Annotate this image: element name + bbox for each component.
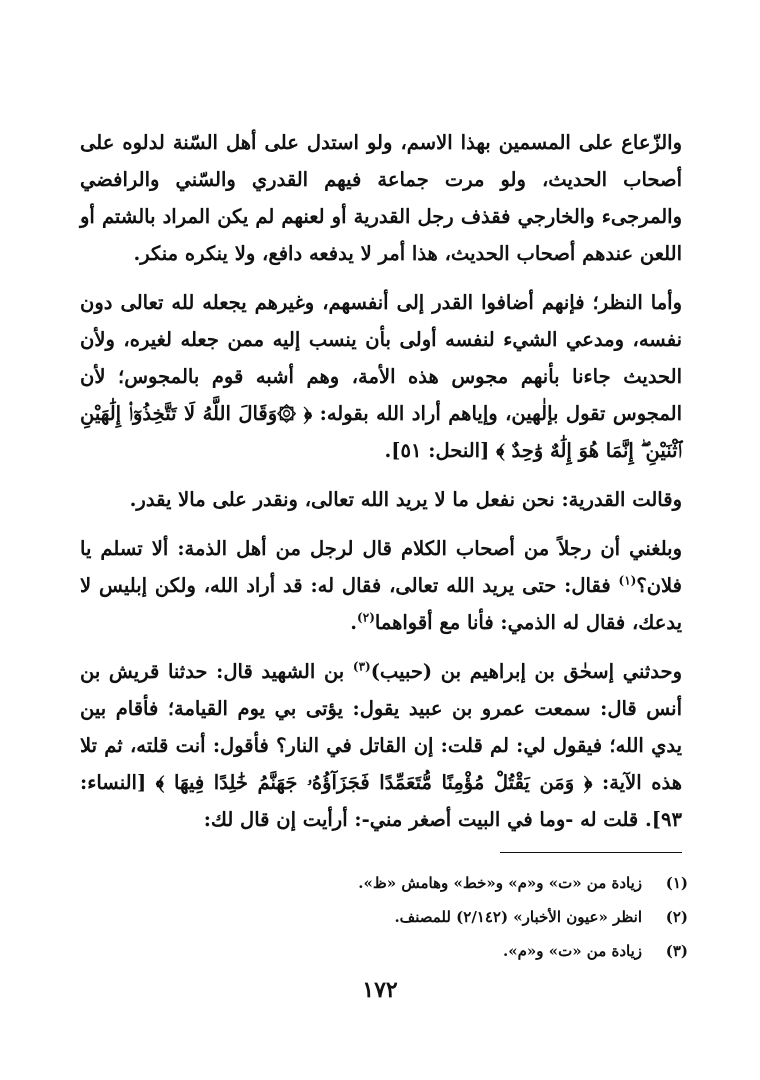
- quran-reference-1: [النحل: ٥١].: [384, 439, 490, 462]
- footnote-marker-3[interactable]: (٣): [352, 659, 371, 674]
- footnote-text: انظر «عيون الأخبار» (٢/١٤٢) للمصنف.: [394, 908, 642, 926]
- paragraph-5-part-3: [النساء: ٩٣]. قلت له -وما في البيت أصغر مني-: أرأيت إن قال لك:: [80, 771, 682, 831]
- paragraph-4-part-3: .: [350, 611, 358, 634]
- footnotes: [200, 866, 688, 968]
- footnote-number: (٢): [665, 908, 688, 926]
- paragraph-5-part-2: بن الشهيد قال: حدثنا قريش بن أنس قال: سمعت عمرو بن عبيد يقول: يؤتى بي يوم القيامة؛ فأقام بين يدي الله؛ فيقول لي: لم قلت: إن القاتل في النار؟ فأقول: أنت قلته، ثم تلا هذه الآية:: [80, 660, 682, 794]
- main-text: [80, 124, 682, 850]
- paragraph-4-part-2: فقال: حتى يريد الله تعالى، فقال له: قد أراد الله، ولكن إبليس لا يدعك، فقال له الذمي: فأنا مع أقواهما: [80, 574, 682, 634]
- footnote-number: (٣): [665, 942, 688, 960]
- footnote-number: (١): [665, 874, 688, 892]
- paragraph-4: [80, 530, 682, 641]
- paragraph-5: [80, 653, 682, 838]
- footnote-marker-2[interactable]: (٢): [357, 610, 375, 625]
- footnote-divider: [500, 852, 682, 853]
- footnote-marker-1[interactable]: (١): [618, 573, 637, 588]
- paragraph-2: [80, 284, 682, 469]
- footnote-2: [200, 900, 688, 934]
- quran-verse-1: ﴿ ۞وَقَالَ اللَّهُ لَا تَتَّخِذُوٓا۟ إِلَٰهَيْنِ ٱثْنَيْنِ ۖ إِنَّمَا هُوَ إِلَٰهٌ وَٰحِدٌ ﴾: [80, 402, 682, 462]
- paragraph-1: والزّعاع على المسمين بهذا الاسم، ولو استدل على أهل السّنة لدلوه على أصحاب الحديث، ولو مرت جماعة فيهم القدري والسّني والرافضي والمرجىء والخارجي فقذف رجل القدرية أو لعنهم لم يكن المراد بالشتم أو اللعن عندهم أصحاب الحديث، هذا أمر لا يدفعه دافع، ولا ينكره منكر.: [80, 131, 682, 265]
- paragraph-3: وقالت القدرية: نحن نفعل ما لا يريد الله تعالى، ونقدر على مالا يقدر.: [129, 488, 682, 511]
- paragraph-2-text: وأما النظر؛ فإنهم أضافوا القدر إلى أنفسهم، وغيرهم يجعله لله تعالى دون نفسه، ومدعي الشيء لنفسه أولى بأن ينسب إليه ممن جعله لغيره، ولأن الحديث جاءنا بأنهم مجوس هذه الأمة، وهم أشبه قوم بالمجوس؛ لأن المجوس تقول بإلٰهين، وإياهم أراد الله بقوله:: [80, 291, 682, 425]
- page-number: ١٧٢: [362, 977, 398, 1003]
- footnote-3: [200, 934, 688, 968]
- paragraph-5-part-1: وحدثني إسحٰق بن إبراهيم بن (حبيب): [370, 660, 682, 683]
- footnote-text: زيادة من «ت» و«م» و«خط» وهامش «ظ».: [358, 874, 642, 892]
- quran-verse-2: ﴿ وَمَن يَقْتُلْ مُؤْمِنًا مُّتَعَمِّدًا فَجَزَآؤُهُۥ جَهَنَّمُ خَٰلِدًا فِيهَا ﴾: [155, 771, 593, 794]
- footnote-text: زيادة من «ت» و«م».: [502, 942, 642, 960]
- paragraph-4-part-1: وبلغني أن رجلاً من أصحاب الكلام قال لرجل من أهل الذمة: ألا تسلم يا فلان؟: [80, 537, 682, 597]
- footnote-1: [200, 866, 688, 900]
